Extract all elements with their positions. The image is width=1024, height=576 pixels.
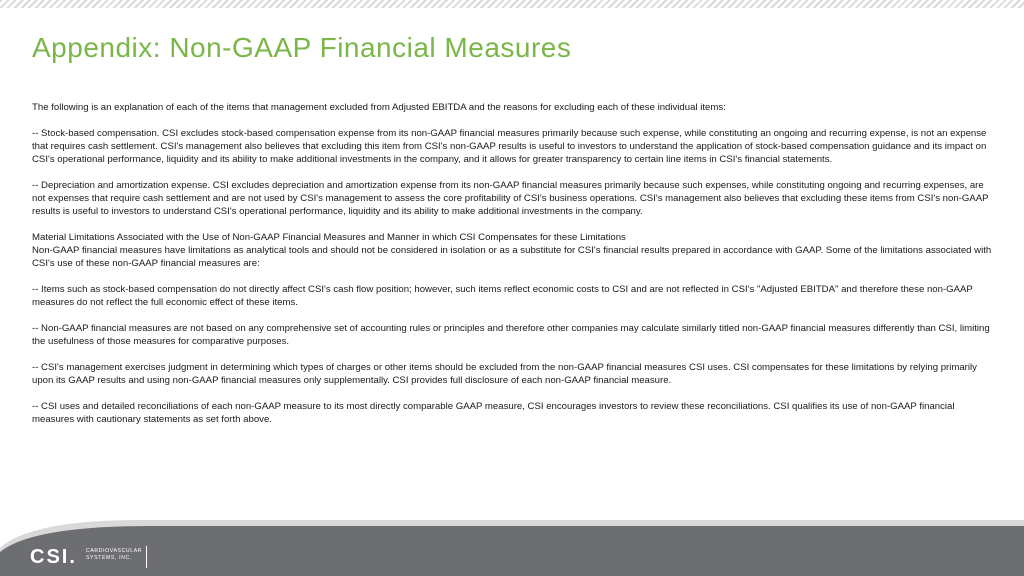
limitation-comparability-paragraph: -- Non-GAAP financial measures are not based on any comprehensive set of accounting rules or principles and therefore other companies may calculate similarly titled non-GAAP financial measures differently than CSI, limiting the usefulness of those measures for comparative purposes. [32,323,990,347]
csi-logo [30,544,160,570]
logo-mark: CSI. [30,546,77,568]
reconciliation-paragraph: -- CSI uses and detailed reconciliations of each non-GAAP measure to its most directly comparable GAAP measure, CSI encourages investors to review these reconciliations. CSI qualifies its use of non-GAAP financial measures with cautionary statements as set forth above. [32,401,955,425]
limitations-intro-paragraph: Non-GAAP financial measures have limitations as analytical tools and should not be considered in isolation or as a substitute for CSI's financial results prepared in accordance with GAAP. Some of the limitations associated with CSI's use of these non-GAAP financial measures are: [32,245,992,269]
top-hatch-bar [0,0,1024,8]
limitation-judgment-paragraph: -- CSI's management exercises judgment in determining which types of charges or other items should be excluded from the non-GAAP financial measures CSI uses. CSI compensates for these limitations by relying primarily upon its GAAP results and using non-GAAP financial measures only supplementally. CSI provides full disclosure of each non-GAAP financial measure. [32,362,977,386]
logo-divider [146,546,147,568]
page-title: Appendix: Non-GAAP Financial Measures [32,32,572,63]
logo-line-1: CARDIOVASCULAR [86,548,143,554]
intro-paragraph: The following is an explanation of each of the items that management excluded from Adjusted EBITDA and the reasons for excluding each of these individual items: [32,102,726,113]
stock-comp-paragraph: -- Stock-based compensation. CSI excludes stock-based compensation expense from its non-GAAP financial measures primarily because such expense, while constituting an ongoing and recurring expense, is not an expense that requires cash settlement. CSI's management also believes that excluding this item from CSI's non-GAAP results is useful to investors to understand the application of stock-based compensation guidance and its impact on CSI's operational performance, liquidity and its ability to make additional investments in the company, and it allows for greater transparency to certain line items in CSI's financial statements. [32,128,987,165]
depreciation-paragraph: -- Depreciation and amortization expense. CSI excludes depreciation and amortization expense from its non-GAAP financial measures primarily because such expenses, while constituting ongoing and recurring expenses, are not expenses that require cash settlement and are not used by CSI's management to assess the core profitability of CSI's business operations. CSI's management also believes that excluding these items from CSI's non-GAAP results is useful to investors to understand CSI's operational performance, liquidity and its ability to make additional investments in the company. [32,180,989,217]
body-text [32,101,994,439]
logo-line-2: SYSTEMS, INC. [86,555,132,561]
limitations-heading: Material Limitations Associated with the Use of Non-GAAP Financial Measures and Manner in which CSI Compensates for these Limitations [32,232,626,243]
logo-wordmark [86,548,142,562]
limitation-cash-flow-paragraph: -- Items such as stock-based compensation do not directly affect CSI's cash flow position; however, such items reflect economic costs to CSI and are not reflected in CSI's "Adjusted EBITDA" and therefore these non-GAAP measures do not reflect the full economic effect of these items. [32,284,973,308]
